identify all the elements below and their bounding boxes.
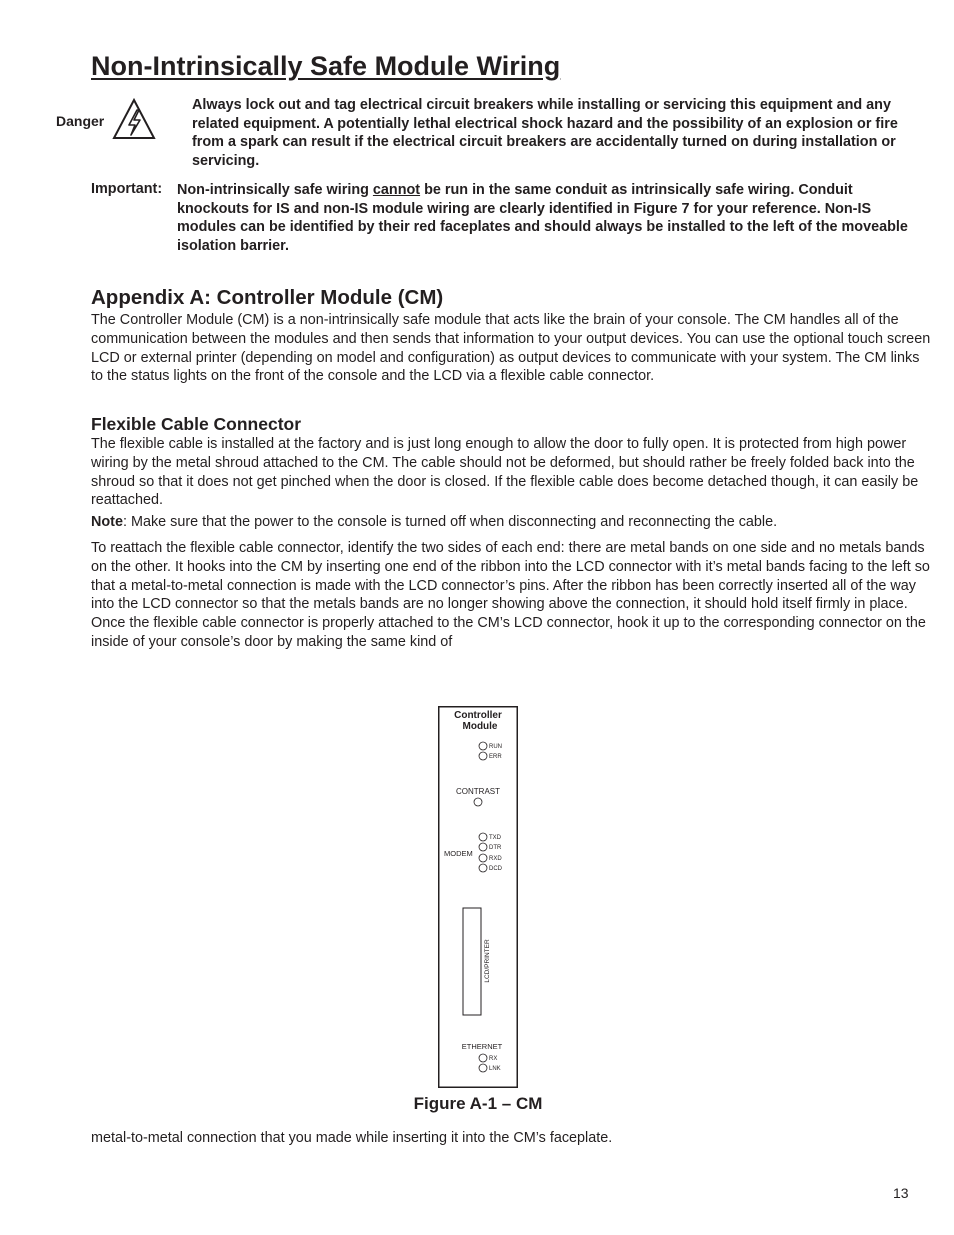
contrast-label: CONTRAST [456,787,500,796]
important-emphasis: cannot [372,182,421,198]
note-text: : Make sure that the power to the console is turned off when disconnecting and reconnecting the cable. [122,514,778,530]
svg-text:LNK: LNK [489,1066,501,1072]
svg-text:DCD: DCD [489,866,502,872]
svg-text:ERR: ERR [489,754,502,760]
svg-text:RX: RX [489,1056,498,1062]
note-label: Note [91,514,123,530]
page-title: Non-Intrinsically Safe Module Wiring [91,51,561,81]
svg-text:RUN: RUN [489,744,502,750]
figure-caption: Figure A-1 – CM [413,1094,543,1113]
flex-cable-paragraph: The flexible cable is installed at the factory and is just long enough to allow the door to fully open. It is protected from high power wiring by the metal shroud attached to the CM. The cable should not be deformed, but should rather be freely folded back into the shroud so that it does not get pinched when the door is closed. If the flexible cable does become detached though, it can easily be reattached. [91,436,919,509]
ethernet-label: ETHERNET [461,1042,503,1051]
reattach-paragraph: To reattach the flexible cable connector, identify the two sides of each end: there are metal bands on one side and no metals bands on the other. It hooks into the CM by inserting one end of the ribbon into the LCD connector with it’s metal bands facing to the left so that a metal-to-metal connection is made with the LCD connector’s pins. After the ribbon has been correctly inserted all of the way into the LCD connector so that the metals bands are no longer showing above the connection, it should hold itself firmly in place. Once the flexible cable connector is properly attached to the CM’s LCD connector, hook it up to the corresponding connector on the inside of your console’s door by making the same kind of [91,540,930,650]
important-note-text [177,181,922,256]
page-number: 13 [893,1185,909,1201]
note-paragraph [91,513,931,532]
module-title-line1: Controller [454,710,502,721]
flex-cable-heading: Flexible Cable Connector [91,414,302,434]
danger-warning-text: Always lock out and tag electrical circuit breakers while installing or servicing this equipment and any related equipment. A potentially lethal electrical shock hazard and the possibility of an explosion or fire from a spark can result if the electrical circuit breakers are accidentally turned on during installation or servicing. [192,97,898,170]
appendix-paragraph: The Controller Module (CM) is a non-intrinsically safe module that acts like the brain of your console. The CM handles all of the communication between the modules and then sends that information to your output devices. You can use the optional touch screen LCD or external printer (depending on model and configuration) as output devices to communicate with your system. The CM links to the status lights on the front of the console and the LCD via a flexible cable connector. [91,312,931,385]
module-title-line2: Module [462,721,498,732]
svg-text:RXD: RXD [489,856,502,862]
important-text-end: be run in the same conduit as intrinsically safe wiring. Conduit knockouts for IS and non-IS module wiring are clearly identified in Figure 7 for your reference. Non-IS modules can be identified by their red faceplates and should always be installed to the left of the moveable isolation barrier. [177,182,908,255]
danger-label: Danger [56,113,105,129]
continuation-paragraph: metal-to-metal connection that you made while inserting it into the CM’s faceplate. [91,1130,613,1146]
modem-label: MODEM [444,849,473,858]
important-text-start: Non-intrinsically safe wiring [177,182,373,198]
important-label: Important: [91,181,163,197]
lcd-printer-label: LCD/PRINTER [484,939,491,983]
svg-text:DTR: DTR [489,845,502,851]
controller-module-figure [438,706,518,1088]
lightning-warning-icon [112,98,156,140]
svg-text:TXD: TXD [489,835,501,841]
appendix-heading: Appendix A: Controller Module (CM) [91,286,444,309]
